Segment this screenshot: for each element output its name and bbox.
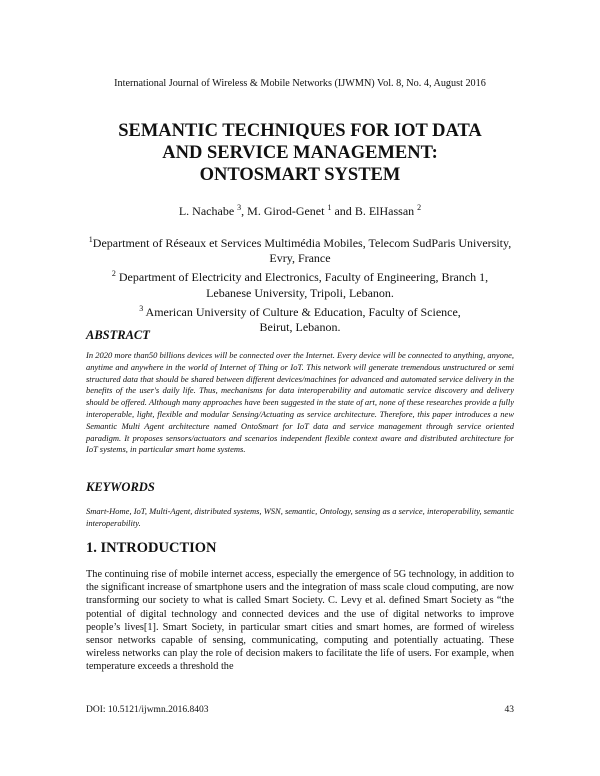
affiliation-2-line-1: Department of Electricity and Electronics, Faculty of Engineering, Branch 1,: [118, 270, 489, 285]
title-line-3: ONTOSMART SYSTEM: [199, 165, 401, 185]
keywords-text: Smart-Home, IoT, Multi-Agent, distributed systems, WSN, semantic, Ontology, sensing as a service, interoperability, semantic interoperability.: [86, 506, 514, 528]
affiliation-mark-1: 1: [88, 235, 93, 244]
affiliation-1-line-1: Department of Réseaux et Services Multimédia Mobiles, Telecom SudParis University,: [92, 236, 512, 250]
title-line-2: AND SERVICE MANAGEMENT:: [162, 143, 438, 163]
affiliation-mark-3: 3: [139, 303, 144, 313]
author-affiliation-mark-2: 1: [327, 203, 332, 212]
author-name-3: B. ElHassan: [354, 204, 415, 218]
affiliation-1: [60, 232, 540, 251]
introduction-text: The continuing rise of mobile internet access, especially the emergence of 5G technology, in addition to the significant increase of smartphone users and the integration of mass scale cloud computing, are now transforming our society to what is called Smart Society. C. Levy et al. defined Smart Society as “the potential of digital technology and connected devices and the use of digital networks to improve people’s lives[1]. Smart Society, in particular smart cities and smart homes, are formed of wireless sensor networks capable of sensing, communicating, computing and potentially actuating. These wireless networks can play the role of decision makers to facilitate the life of users. For example, when temperature exceeds a threshold the: [86, 569, 514, 673]
affiliation-2-line-2: Lebanese University, Tripoli, Lebanon.: [206, 285, 394, 300]
author-name-2: M. Girod-Genet: [247, 204, 325, 218]
author-separator-2: and: [331, 204, 355, 218]
introduction-heading: 1. INTRODUCTION: [86, 540, 217, 556]
author-separator-1: ,: [241, 204, 248, 218]
title-line-1: SEMANTIC TECHNIQUES FOR IOT DATA: [118, 121, 482, 141]
keywords-heading: KEYWORDS: [86, 480, 155, 494]
author-list: [60, 203, 540, 219]
author-affiliation-mark-1: 3: [237, 203, 242, 212]
affiliation-3: [60, 301, 540, 320]
author-affiliation-mark-3: 2: [417, 203, 422, 212]
footer-page-number: 43: [504, 705, 514, 715]
affiliation-3-line-2: Beirut, Lebanon.: [259, 320, 341, 335]
abstract-text: In 2020 more than50 billions devices will be connected over the Internet. Every device will be connected to anything, anyone, anytime and anywhere in the world of Internet of Thing or IoT. This network will generate tremendous unstructured or semi structured data that should be shared between different devices/machines for advanced and automated service delivery in the benefits of the user's daily life. Thus, mechanisms for data interoperability and automatic service discovery and delivery should be offered. Although many approaches have been suggested in the state of art, none of these researches provide a fully interoperable, light, flexible and modular Sensing/Actuating as service architecture. Therefore, this paper introduces a new Semantic Multi Agent architecture named OntoSmart for IoT data and service management through service oriented paradigm. It proposes sensors/actuators and scenarios independent flexible context aware and distributed architecture for IoT systems, in particular smart home systems.: [86, 350, 514, 455]
paper-title: [60, 120, 540, 186]
abstract-heading: ABSTRACT: [86, 328, 150, 342]
affiliation-1-line-2: Evry, France: [269, 251, 331, 266]
author-name-1: L. Nachabe: [178, 204, 235, 218]
affiliation-list: [60, 232, 540, 335]
affiliation-3-line-1: American University of Culture & Education, Faculty of Science,: [145, 304, 461, 319]
footer-doi: DOI: 10.5121/ijwmn.2016.8403: [86, 705, 209, 715]
affiliation-2: [60, 266, 540, 285]
journal-header: International Journal of Wireless & Mobile Networks (IJWMN) Vol. 8, No. 4, August 2016: [114, 78, 486, 89]
affiliation-mark-2: 2: [111, 269, 116, 279]
